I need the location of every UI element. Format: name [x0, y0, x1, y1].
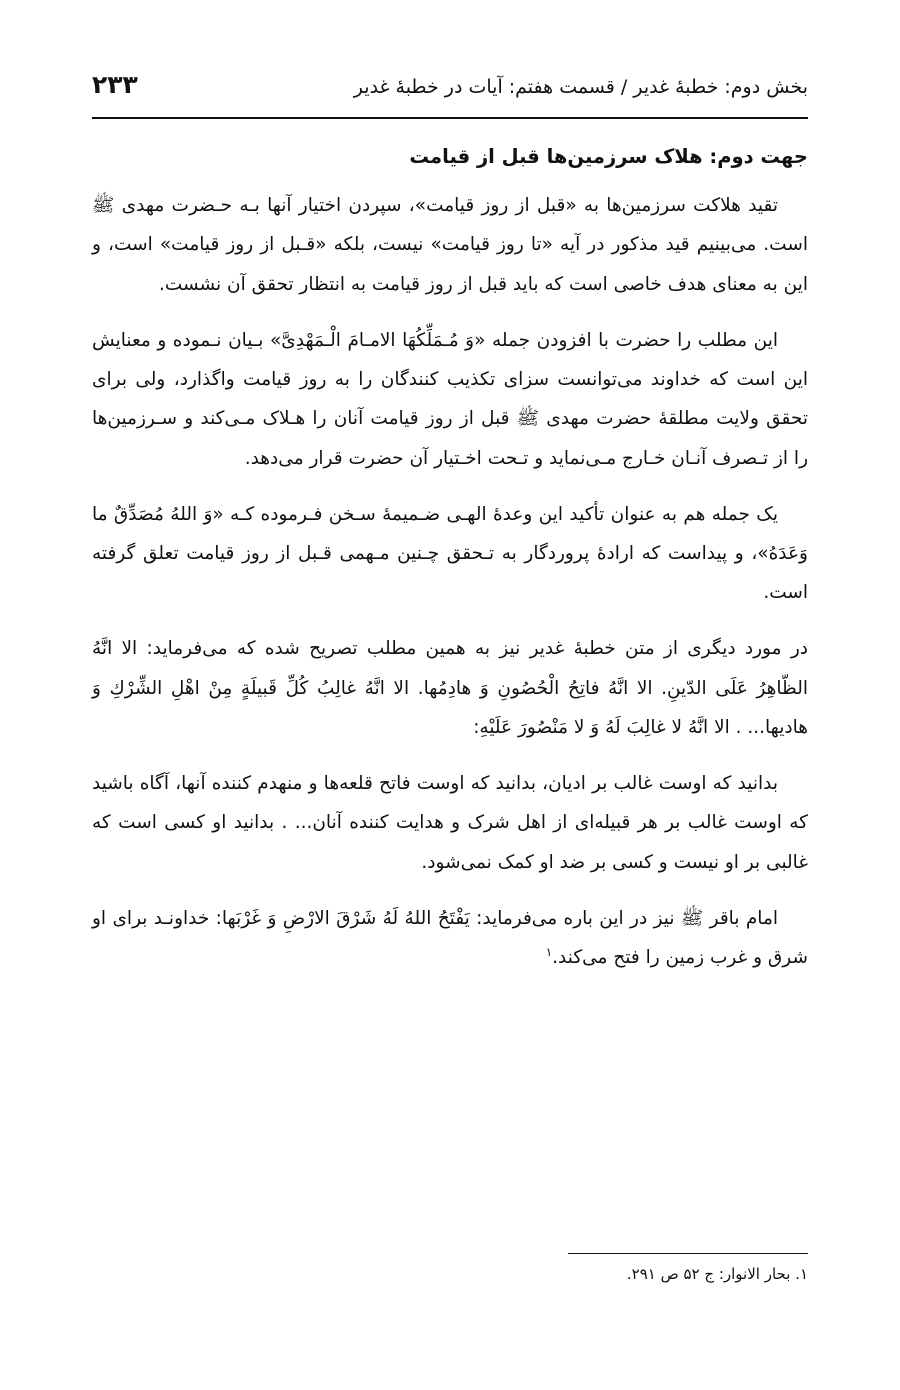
section-heading: جهت دوم: هلاک سرزمین‌ها قبل از قیامت	[409, 145, 808, 168]
paragraph-quote: در مورد دیگری از متن خطبهٔ غدیر نیز به همین مطلب تصریح شده که می‌فرماید: الا انَّهُ الظّاهِرُ عَلَى الدّینِ. الا انَّهُ فاتِحُ الْحُصُونِ وَ هادِمُها. الا انَّهُ غالِبُ كُلِّ قَبیلَةٍ مِنْ اهْلِ الشِّرْكِ وَ هادیها... . الا انَّهُ لا غالِبَ لَهُ وَ لا مَنْصُورَ عَلَیْهِ:	[92, 638, 808, 738]
header-rule	[92, 117, 808, 119]
body-text	[92, 142, 808, 994]
paragraph-text: امام باقر ﷺ نیز در این باره می‌فرماید: یَفْتَحُ اللهُ لَهُ شَرْقَ الارْضِ وَ غَرْبَها: خداونـد برای او شرق و غرب زمین را فتح می‌کند.	[92, 907, 808, 968]
paragraph: این مطلب را حضرت با افزودن جمله «وَ مُـمَلِّكُهَا الامـامَ الْـمَهْدِیَّ» بـیان نـموده و معنایش این است که خداوند می‌توانست سزای تکذیب کنندگان را به روز قیامت واگذارد، ولی برای تحقق ولایت مطلقهٔ حضرت مهدی ﷺ قبل از روز قیامت آنان را هـلاک مـی‌کند و سـرزمین‌ها را از تـصرف آنـان خـارج مـی‌نماید و تـحت اخـتیار آن حضرت قرار می‌دهد.	[92, 329, 808, 469]
paragraph-last	[92, 899, 808, 977]
paragraph: یک جمله هم به عنوان تأکید این وعدهٔ الهـی ضـمیمهٔ سـخن فـرموده کـه «وَ اللهُ مُصَدِّقٌ ما وَعَدَهُ»، و پیداست که ارادهٔ پروردگار به تـحقق چـنین مـهمی قـبل از روز قیامت تعلق گرفته است.	[92, 503, 808, 604]
page-number: ۲۳۳	[92, 70, 138, 99]
paragraph: تقید هلاکت سرزمین‌ها به «قبل از روز قیامت»، سپردن اختیار آنها بـه حـضرت مهدی ﷺ است. می‌بینیم قید مذکور در آیه «تا روز قیامت» نیست، بلکه «قـبل از روز قیامت» است، و این به معنای هدف خاصی است که باید قبل از روز قیامت به انتظار تحقق آن نشست.	[92, 195, 808, 295]
footnote: ۱. بحار الانوار: ج ۵۲ ص ۲۹۱.	[626, 1265, 808, 1283]
running-head	[92, 70, 808, 114]
paragraph: بدانید که اوست غالب بر ادیان، بدانید که اوست فاتح قلعه‌ها و منهدم کننده آنها، آگاه باشید که اوست غالب بر هر قبیله‌ای از اهل شرک و هدایت کننده آنان... . بدانید او کسی است که غالبی بر او نیست و کسی بر ضد او کمک نمی‌شود.	[92, 773, 808, 873]
footnote-marker: ۱	[545, 944, 553, 959]
running-title: بخش دوم: خطبهٔ غدیر / قسمت هفتم: آیات در خطبهٔ غدیر	[353, 76, 808, 98]
footnote-rule	[568, 1253, 808, 1254]
